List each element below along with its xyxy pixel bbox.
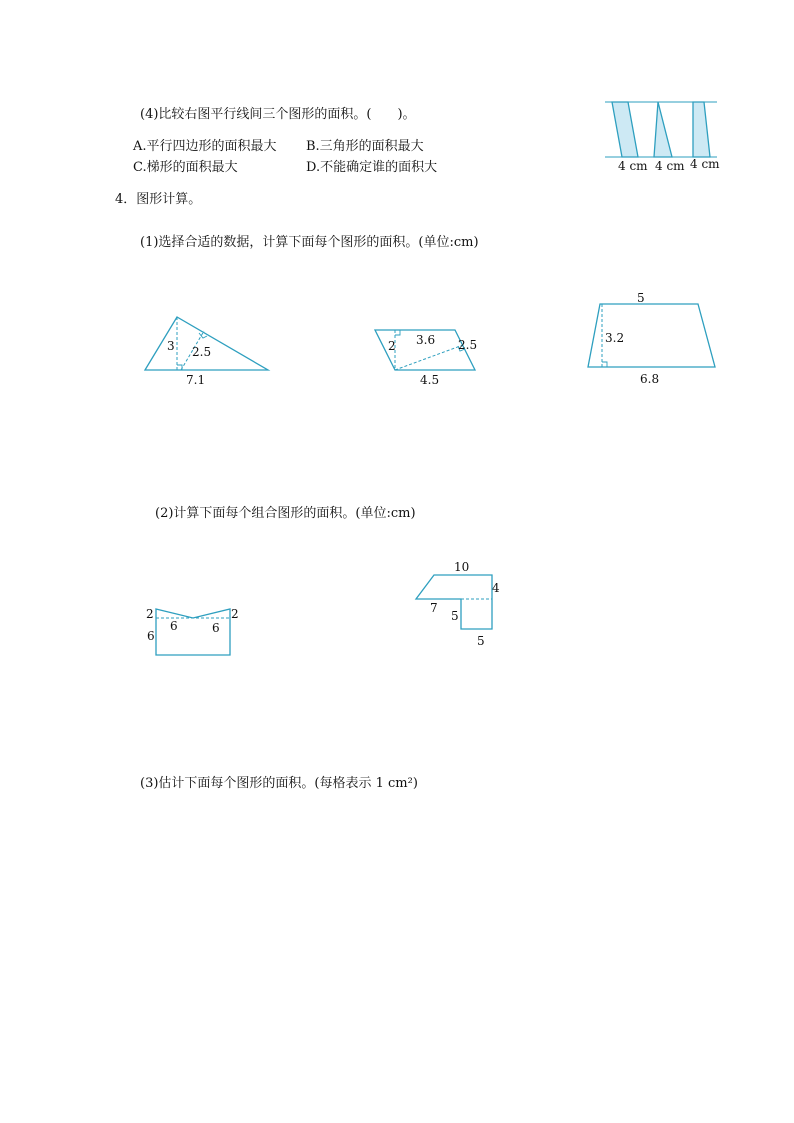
composite-figure-2 <box>410 560 505 655</box>
triangle-outline <box>145 317 268 370</box>
trapezoid-top-label: 5 <box>637 291 645 305</box>
right-angle-mark <box>602 362 607 367</box>
option-c[interactable]: C.梯形的面积最大 <box>133 160 238 175</box>
parallelogram-height-label: 2 <box>388 339 396 353</box>
parallelogram-shape <box>612 102 638 157</box>
triangle-shape <box>654 102 672 157</box>
option-d[interactable]: D.不能确定谁的面积大 <box>306 160 438 175</box>
fig-label-1: 4 cm <box>618 159 648 173</box>
part3-instruction: (3)估计下面每个图形的面积。(每格表示 1 cm²) <box>140 776 418 791</box>
triangle-figure <box>140 305 280 387</box>
part1-instruction: (1)选择合适的数据，计算下面每个图形的面积。(单位:cm) <box>140 235 479 250</box>
part2-instruction: (2)计算下面每个组合图形的面积。(单位:cm) <box>155 506 416 521</box>
composite-figure-1 <box>140 600 245 660</box>
composite2-slant-label: 7 <box>430 601 438 615</box>
fig-label-3: 4 cm <box>690 157 720 171</box>
composite1-left-top-label: 2 <box>146 607 154 621</box>
parallel-lines-figure <box>600 95 725 180</box>
q3-4-stem: (4)比较右图平行线间三个图形的面积。( )。 <box>140 107 416 122</box>
composite2-inner-label: 5 <box>451 609 459 623</box>
right-angle-mark <box>395 330 400 335</box>
trapezoid-figure <box>580 290 720 390</box>
parallelogram-top-label: 3.6 <box>416 333 436 347</box>
triangle-base-label: 7.1 <box>186 373 206 387</box>
fig-label-2: 4 cm <box>655 159 685 173</box>
triangle-height2-label: 2.5 <box>192 345 212 359</box>
trapezoid-bottom-label: 6.8 <box>640 372 660 386</box>
composite2-bottom-label: 5 <box>477 634 485 648</box>
composite2-top-label: 10 <box>454 560 470 574</box>
parallelogram-base-label: 4.5 <box>420 373 440 387</box>
composite1-inner-left-label: 6 <box>170 619 178 633</box>
option-a[interactable]: A.平行四边形的面积最大 <box>133 139 277 154</box>
composite1-right-top-label: 2 <box>231 607 239 621</box>
option-b[interactable]: B.三角形的面积最大 <box>306 139 424 154</box>
composite1-left-side-label: 6 <box>147 629 155 643</box>
composite1-inner-right-label: 6 <box>212 621 220 635</box>
trapezoid-height-label: 3.2 <box>605 331 625 345</box>
parallelogram-figure <box>370 320 485 390</box>
q4-title: 4．图形计算。 <box>115 192 202 207</box>
trapezoid-shape <box>693 102 710 157</box>
composite2-right-label: 4 <box>492 581 500 595</box>
parallelogram-side-label: 2.5 <box>458 338 478 352</box>
triangle-height-label: 3 <box>167 339 175 353</box>
parallelogram-height2-line <box>395 345 463 370</box>
